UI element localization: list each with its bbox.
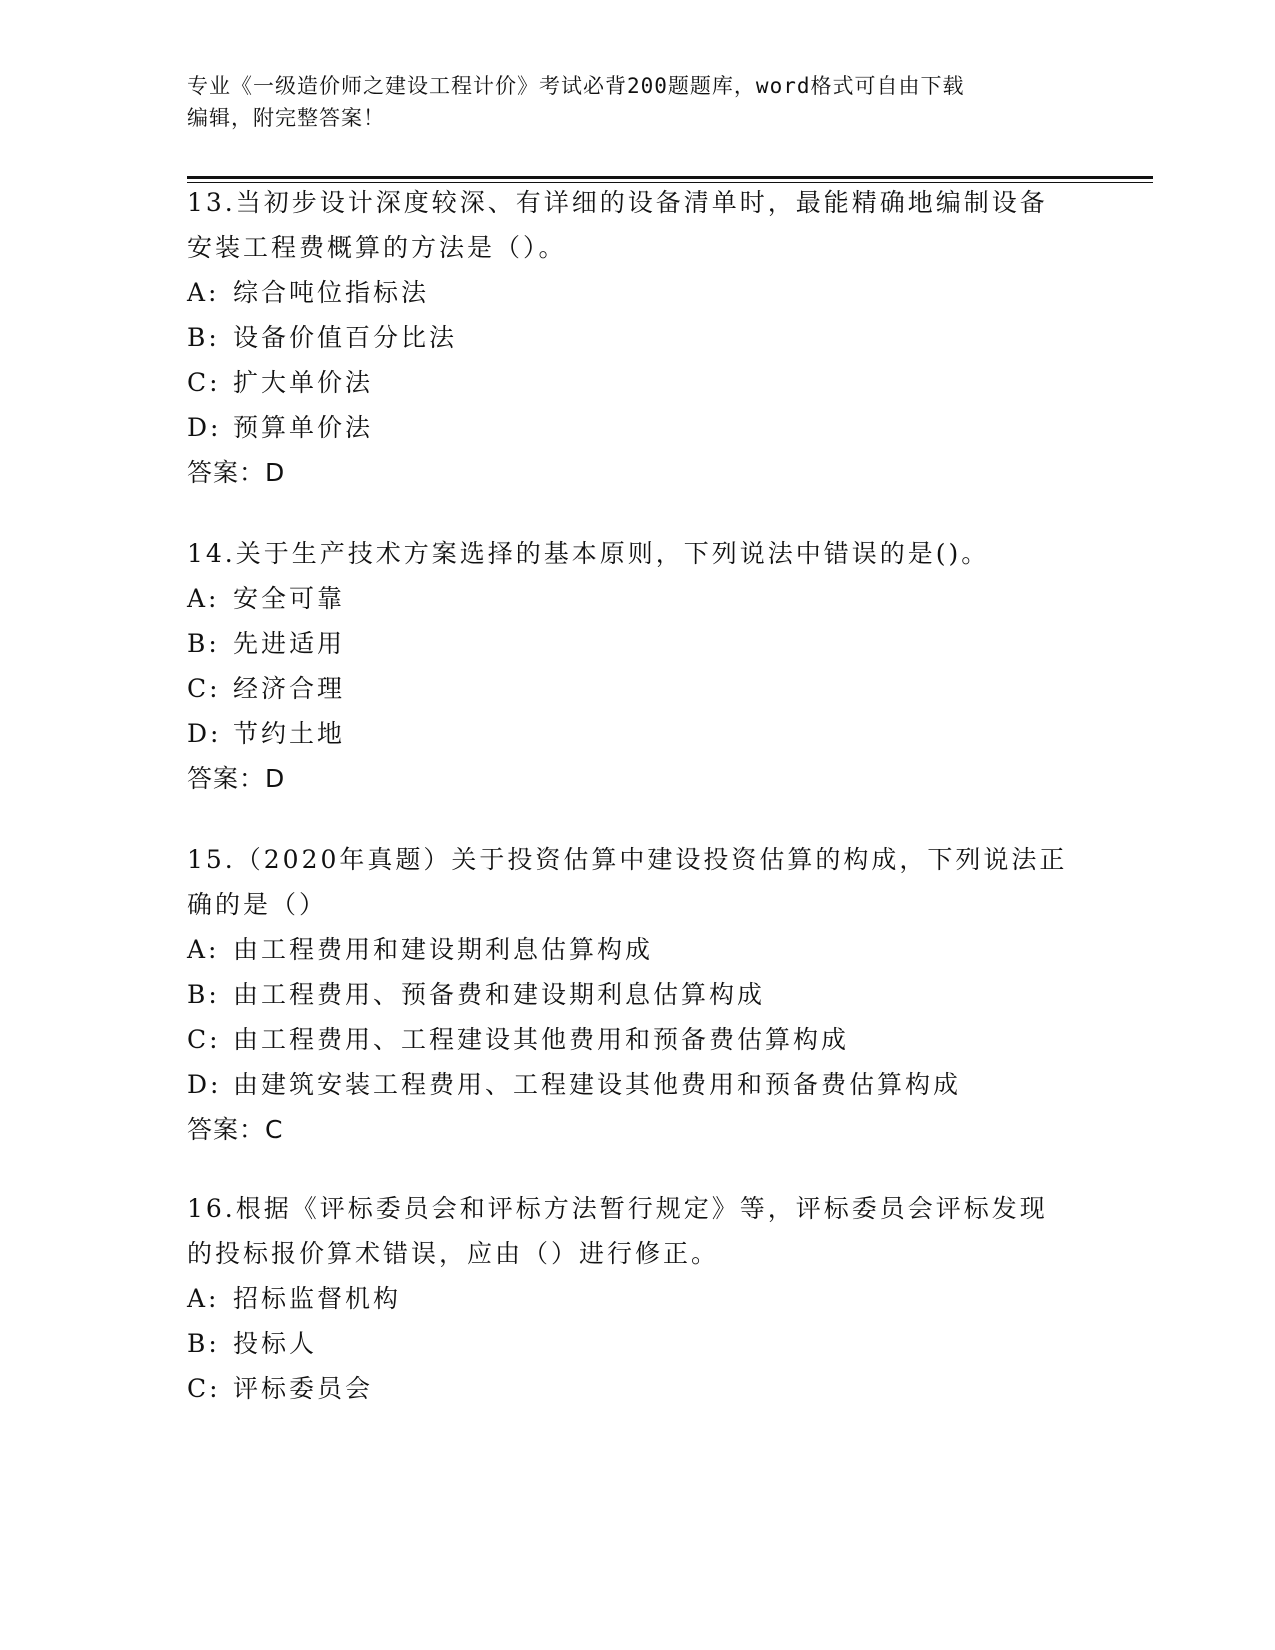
option-key: A: [187, 1284, 220, 1313]
option-text: 由建筑安装工程费用、工程建设其他费用和预备费估算构成 [233, 1070, 962, 1099]
option-key: C: [187, 368, 221, 397]
answer: 答案：D [187, 764, 286, 793]
option-c [187, 666, 1087, 711]
option-text: 由工程费用、工程建设其他费用和预备费估算构成 [233, 1025, 850, 1054]
answer: 答案：D [187, 458, 286, 487]
question-stem-line: 16.根据《评标委员会和评标方法暂行规定》等，评标委员会评标发现 [187, 1194, 1048, 1223]
option-key: B: [187, 1329, 220, 1358]
option-text: 预算单价法 [233, 413, 374, 442]
option-text: 由工程费用、预备费和建设期利息估算构成 [233, 980, 766, 1009]
option-text: 节约土地 [233, 719, 346, 748]
option-text: 经济合理 [233, 674, 346, 703]
option-a [187, 1276, 1087, 1321]
answer: 答案：C [187, 1115, 284, 1144]
option-key: A: [187, 935, 220, 964]
question-stem-line: 确的是（） [187, 890, 328, 919]
option-b [187, 621, 1087, 666]
option-text: 安全可靠 [233, 584, 346, 613]
option-key: D: [187, 719, 222, 748]
question-stem-line: 安装工程费概算的方法是（）。 [187, 233, 567, 262]
option-text: 综合吨位指标法 [233, 278, 430, 307]
question-stem-line: 13.当初步设计深度较深、有详细的设备清单时，最能精确地编制设备 [187, 188, 1048, 217]
header-line-1: 专业《一级造价师之建设工程计价》考试必背200题题库，word格式可自由下载 [187, 74, 965, 98]
option-key: B: [187, 629, 220, 658]
option-text: 扩大单价法 [233, 368, 374, 397]
option-text: 投标人 [233, 1329, 318, 1358]
option-key: B: [187, 323, 220, 352]
option-b [187, 972, 1087, 1017]
header-divider-thick [187, 176, 1153, 179]
option-key: C: [187, 1025, 221, 1054]
option-a [187, 270, 1087, 315]
option-b [187, 1321, 1087, 1366]
question-13 [187, 180, 1087, 495]
option-text: 评标委员会 [233, 1374, 374, 1403]
question-stem-line: 14.关于生产技术方案选择的基本原则，下列说法中错误的是()。 [187, 539, 990, 568]
option-key: D: [187, 413, 222, 442]
option-c [187, 360, 1087, 405]
option-key: D: [187, 1070, 222, 1099]
question-stem-line: 15.（2020年真题）关于投资估算中建设投资估算的构成，下列说法正 [187, 845, 1068, 874]
document-header [187, 70, 1087, 134]
option-d [187, 405, 1087, 450]
option-text: 设备价值百分比法 [233, 323, 458, 352]
option-key: A: [187, 278, 220, 307]
option-a [187, 576, 1087, 621]
question-16 [187, 1186, 1087, 1411]
option-text: 招标监督机构 [233, 1284, 402, 1313]
option-key: A: [187, 584, 220, 613]
option-d [187, 1062, 1087, 1107]
question-stem-line: 的投标报价算术错误，应由（）进行修正。 [187, 1239, 720, 1268]
option-c [187, 1366, 1087, 1411]
option-d [187, 711, 1087, 756]
option-b [187, 315, 1087, 360]
option-text: 先进适用 [233, 629, 346, 658]
option-key: B: [187, 980, 220, 1009]
option-key: C: [187, 674, 221, 703]
question-15 [187, 837, 1087, 1152]
option-key: C: [187, 1374, 221, 1403]
option-text: 由工程费用和建设期利息估算构成 [233, 935, 654, 964]
option-a [187, 927, 1087, 972]
question-14 [187, 531, 1087, 801]
option-c [187, 1017, 1087, 1062]
header-line-2: 编辑，附完整答案！ [187, 106, 385, 130]
